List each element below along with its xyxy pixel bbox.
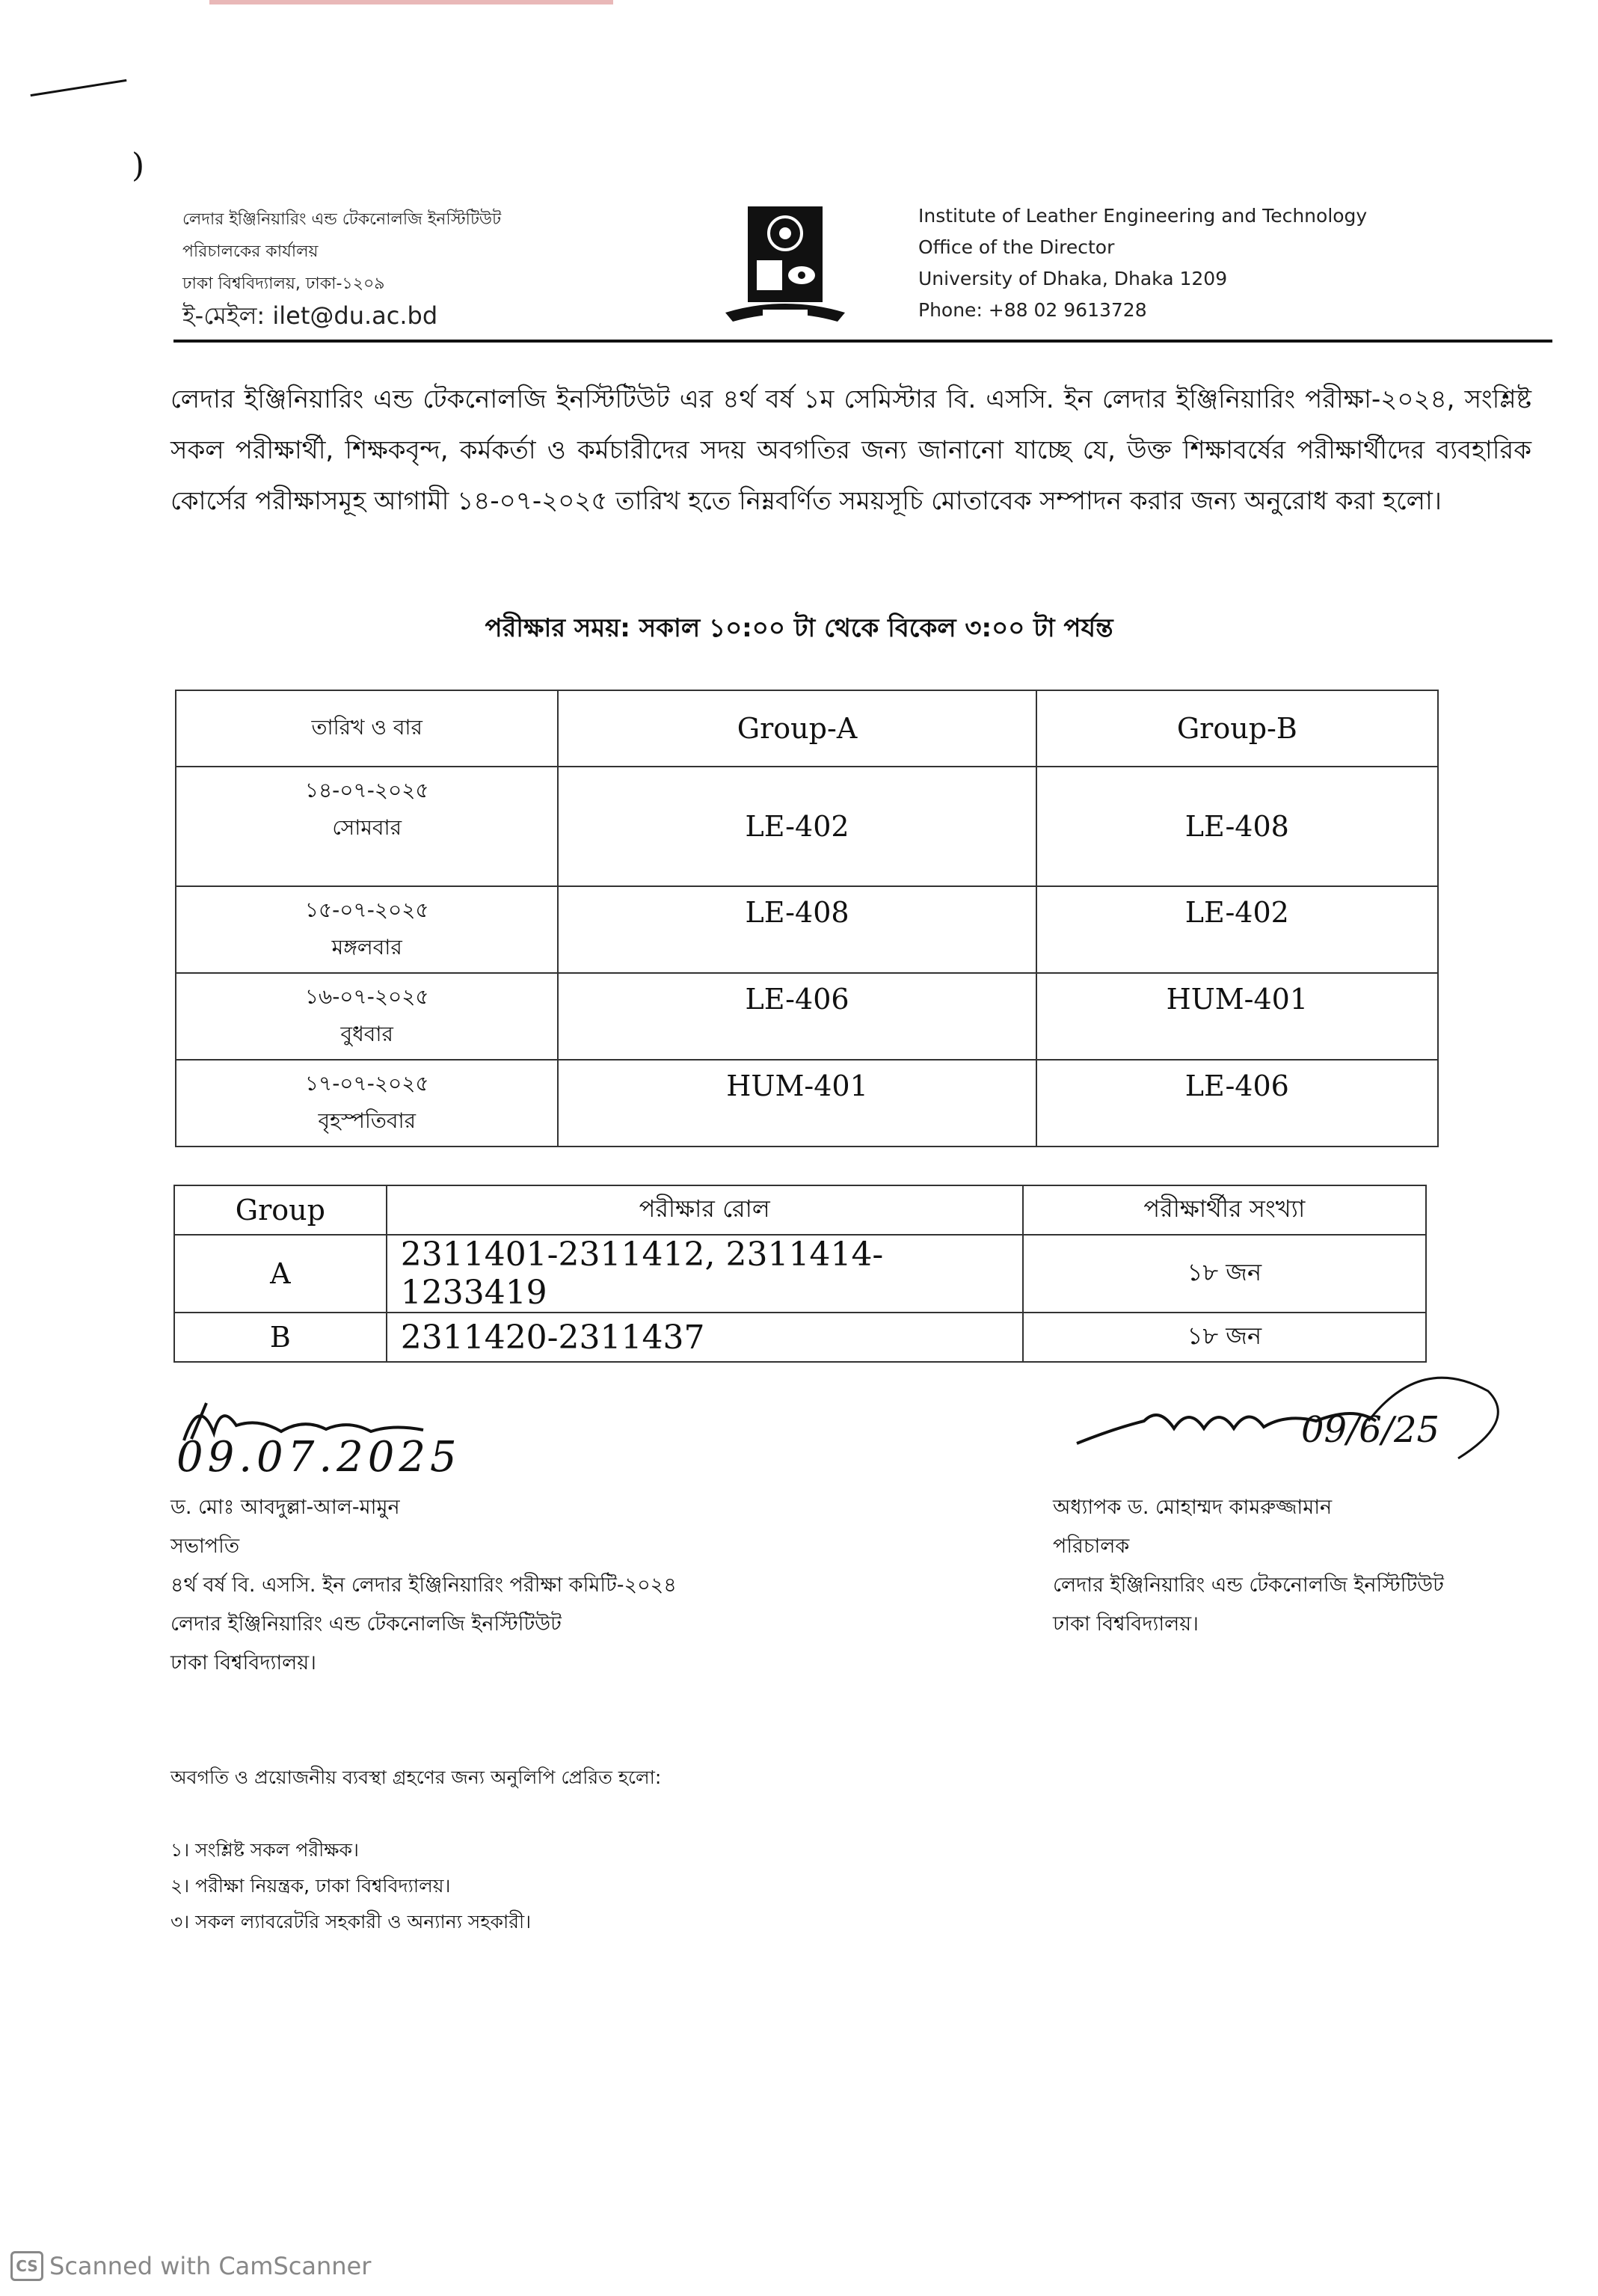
schedule-row (176, 767, 1438, 886)
schedule-date-cell (176, 973, 558, 1060)
pen-stroke (31, 79, 127, 96)
roll-row (174, 1235, 1426, 1313)
schedule-group-a-course: LE-406 (558, 973, 1036, 1060)
pen-mark: ) (132, 147, 145, 185)
schedule-date: ১৪-০৭-২০২৫ (304, 778, 429, 802)
signatory-institute: লেদার ইঞ্জিনিয়ারিং এন্ড টেকনোলজি ইনস্টিটিউট (170, 1612, 562, 1636)
schedule-group-b-course: LE-406 (1036, 1060, 1438, 1147)
copy-to-heading: অবগতি ও প্রয়োজনীয় ব্যবস্থা গ্রহণের জন্য অনুলিপি প্রেরিত হলো: (170, 1766, 662, 1788)
signatory-committee: ৪র্থ বর্ষ বি. এসসি. ইন লেদার ইঞ্জিনিয়ারিং পরীক্ষা কমিটি-২০২৪ (170, 1574, 677, 1597)
header-left-line: পরিচালকের কার্যালয় (182, 242, 319, 261)
schedule-date: ১৭-০৭-২০২৫ (304, 1071, 429, 1096)
header-left-bn (182, 203, 501, 332)
roll-table (173, 1185, 1427, 1363)
roll-count: ১৮ জন (1023, 1235, 1426, 1313)
right-signature-image (1069, 1361, 1518, 1481)
signatory-name: ড. মোঃ আবদুল্লা-আল-মামুন (170, 1496, 400, 1519)
schedule-day: সোমবার (332, 815, 402, 840)
schedule-date: ১৫-০৭-২০২৫ (304, 897, 429, 922)
header-divider (173, 340, 1552, 343)
header-left-line: ঢাকা বিশ্ববিদ্যালয়, ঢাকা-১২০৯ (182, 274, 385, 293)
header-left-email: ই-মেইল: ilet@du.ac.bd (182, 301, 438, 330)
schedule-day: বৃহস্পতিবার (318, 1108, 416, 1133)
schedule-header-date: তারিখ ও বার (176, 690, 558, 767)
roll-header-count: পরীক্ষার্থীর সংখ্যা (1023, 1185, 1426, 1235)
notice-paragraph: লেদার ইঞ্জিনিয়ারিং এন্ড টেকনোলজি ইনস্টিটিউট এর ৪র্থ বর্ষ ১ম সেমিস্টার বি. এসসি. ইন লেদার ইঞ্জিনিয়ারিং পরীক্ষা-২০২৪, সংশ্লিষ্ট সকল পরীক্ষার্থী, শিক্ষকবৃন্দ, কর্মকর্তা ও কর্মচারীদের সদয় অবগতির জন্য জানানো যাচ্ছে যে, উক্ত শিক্ষাবর্ষের পরীক্ষার্থীদের ব্যবহারিক কোর্সের পরীক্ষাসমূহ আগামী ১৪-০৭-২০২৫ তারিখ হতে নিম্নবর্ণিত সময়সূচি মোতাবেক সম্পাদন করার জন্য অনুরোধ করা হলো। (170, 384, 1531, 516)
schedule-group-a-course: LE-402 (558, 767, 1036, 886)
schedule-date-cell (176, 767, 558, 886)
signatory-title: সভাপতি (170, 1535, 240, 1558)
schedule-date-cell (176, 1060, 558, 1147)
schedule-group-b-course: LE-402 (1036, 886, 1438, 973)
left-signatory-block (170, 1488, 677, 1683)
roll-row (174, 1313, 1426, 1362)
schedule-table (175, 690, 1439, 1147)
schedule-date-cell (176, 886, 558, 973)
copy-to-item: ২। পরীক্ষা নিয়ন্ত্রক, ঢাকা বিশ্ববিদ্যালয়। (170, 1875, 451, 1897)
schedule-date: ১৬-০৭-২০২৫ (304, 984, 429, 1009)
schedule-row (176, 886, 1438, 973)
header-right-line: Institute of Leather Engineering and Technology (918, 205, 1368, 227)
roll-group: A (174, 1235, 387, 1313)
schedule-day: বুধবার (340, 1022, 393, 1046)
copy-to-item: ১। সংশ্লিষ্ট সকল পরীক্ষক। (170, 1839, 359, 1861)
roll-count: ১৮ জন (1023, 1313, 1426, 1362)
scan-edge-line (209, 0, 613, 4)
camscanner-logo-icon: CS (10, 2251, 43, 2281)
signatory-title: পরিচালক (1053, 1535, 1130, 1558)
exam-time: পরীক্ষার সময়: সকাল ১০:০০ টা থেকে বিকেল ৩:০০ টা পর্যন্ত (485, 613, 1113, 643)
roll-header-row (174, 1185, 1426, 1235)
signatory-university: ঢাকা বিশ্ববিদ্যালয়। (1053, 1612, 1199, 1636)
roll-range: 2311420-2311437 (387, 1313, 1023, 1362)
header-right-line: University of Dhaka, Dhaka 1209 (918, 268, 1228, 289)
schedule-header-row (176, 690, 1438, 767)
watermark-text: Scanned with CamScanner (49, 2252, 372, 2280)
copy-to-section (170, 1759, 661, 1940)
schedule-group-a-course: LE-408 (558, 886, 1036, 973)
roll-header-group: Group (174, 1185, 387, 1235)
right-signatory-block (1053, 1488, 1444, 1644)
schedule-header-group-b: Group-B (1036, 690, 1438, 767)
roll-header-roll: পরীক্ষার রোল (387, 1185, 1023, 1235)
schedule-header-group-a: Group-A (558, 690, 1036, 767)
university-seal-logo (718, 200, 852, 329)
schedule-group-b-course: HUM-401 (1036, 973, 1438, 1060)
schedule-row (176, 973, 1438, 1060)
schedule-row (176, 1060, 1438, 1147)
signatory-institute: লেদার ইঞ্জিনিয়ারিং এন্ড টেকনোলজি ইনস্টিটিউট (1053, 1574, 1444, 1597)
schedule-day: মঙ্গলবার (331, 935, 402, 960)
header-right-en (918, 200, 1367, 326)
copy-to-item: ৩। সকল ল্যাবরেটরি সহকারী ও অন্যান্য সহকারী। (170, 1911, 532, 1933)
right-signature-date: 09/6/25 (1301, 1409, 1440, 1451)
schedule-group-b-course: LE-408 (1036, 767, 1438, 886)
scanner-watermark (10, 2251, 371, 2281)
signatory-university: ঢাকা বিশ্ববিদ্যালয়। (170, 1651, 316, 1675)
schedule-group-a-course: HUM-401 (558, 1060, 1036, 1147)
header-left-line: লেদার ইঞ্জিনিয়ারিং এন্ড টেকনোলজি ইনস্টিটিউট (182, 210, 502, 229)
roll-range: 2311401-2311412, 2311414-1233419 (387, 1235, 1023, 1313)
signatory-name: অধ্যাপক ড. মোহাম্মদ কামরুজ্জামান (1053, 1496, 1333, 1519)
copy-to-list (170, 1832, 661, 1940)
left-signature-date: 09.07.2025 (176, 1433, 461, 1482)
roll-group: B (174, 1313, 387, 1362)
header-right-line: Office of the Director (918, 236, 1115, 258)
header-right-line: Phone: +88 02 9613728 (918, 299, 1147, 321)
